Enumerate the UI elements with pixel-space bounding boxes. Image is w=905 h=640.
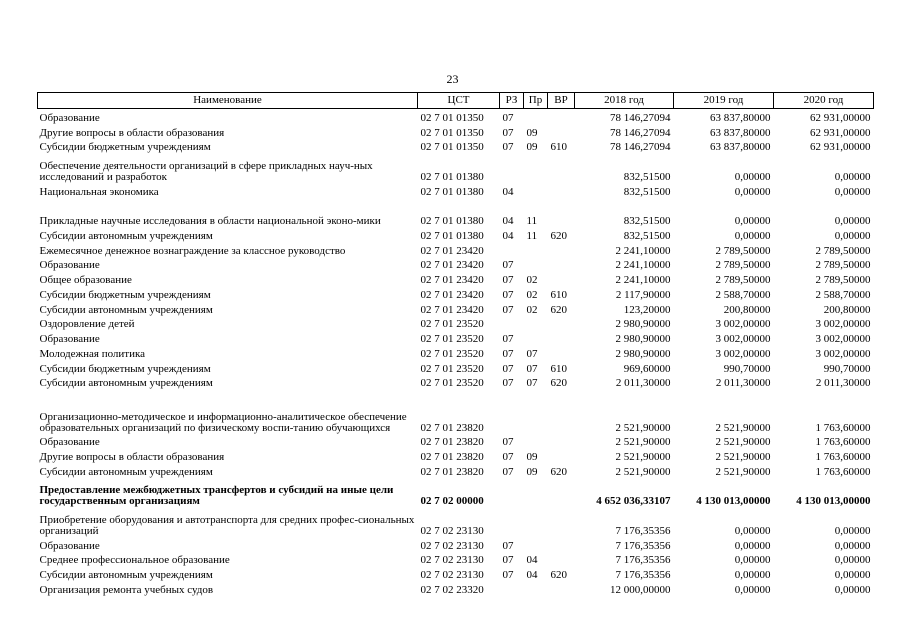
cell-cst: 02 7 02 00000: [420, 495, 484, 508]
cell-2019: 2 789,50000: [715, 259, 771, 272]
cell-rz: 07: [502, 303, 514, 316]
cell-cst: 02 7 01 01350: [420, 111, 484, 124]
cell-pr: [524, 478, 548, 508]
cell-name: Другие вопросы в области образования: [39, 126, 225, 139]
cell-2020: 0,00000: [834, 583, 871, 596]
cell-2018: 7 176,35356: [615, 554, 671, 567]
cell-2018: 832,51500: [623, 215, 671, 227]
cell-cst: 02 7 02 23130: [420, 554, 484, 567]
table-header-row: [38, 93, 874, 109]
table-row: [38, 183, 874, 198]
table-row: [38, 448, 874, 463]
cell-rz: 07: [502, 126, 514, 139]
cell-2018: 2 521,90000: [615, 465, 671, 478]
cell-pr: [524, 183, 548, 198]
cell-pr: [524, 153, 548, 183]
cell-pr: [524, 316, 548, 331]
cell-vr: [548, 109, 575, 124]
cell-pr: [524, 389, 548, 433]
cell-vr: [548, 257, 575, 272]
cell-rz: 04: [502, 215, 514, 227]
table-row: [38, 109, 874, 124]
cell-2018: 2 980,90000: [615, 333, 671, 345]
cell-2018: 4 652 036,33107: [596, 495, 671, 508]
cell-pr: [524, 581, 548, 596]
cell-2020: 1 763,60000: [815, 436, 871, 449]
cell-name: Субсидии бюджетным учреждениям: [39, 362, 211, 375]
cell-vr: 610: [550, 141, 567, 154]
cell-name: Образование: [39, 436, 100, 449]
cell-name: Субсидии бюджетным учреждениям: [39, 141, 211, 154]
cell-rz: [500, 478, 524, 508]
cell-vr: 610: [550, 362, 567, 375]
cell-2019: 0,00000: [734, 539, 771, 552]
cell-rz: [500, 581, 524, 596]
cell-2018: 78 146,27094: [610, 126, 671, 139]
table-row: [38, 389, 874, 433]
cell-2020: 1 763,60000: [815, 465, 871, 478]
cell-2019: 2 011,30000: [715, 377, 771, 390]
cell-2019: 990,70000: [723, 362, 771, 375]
cell-rz: 07: [502, 539, 514, 552]
table-row: [38, 434, 874, 449]
table-row: [38, 257, 874, 272]
cell-pr: [524, 537, 548, 552]
cell-2019: 2 521,90000: [715, 421, 771, 434]
cell-pr: 07: [526, 347, 538, 360]
cell-vr: [548, 478, 575, 508]
cell-rz: 07: [502, 362, 514, 375]
cell-pr: [524, 242, 548, 257]
page-number: 23: [446, 72, 459, 86]
cell-name: Образование: [39, 259, 100, 272]
cell-name: Общее образование: [39, 274, 132, 286]
cell-2019: 0,00000: [734, 569, 771, 581]
cell-vr: [548, 537, 575, 552]
cell-vr: [548, 581, 575, 596]
cell-vr: 610: [550, 288, 567, 301]
cell-2018: 2 980,90000: [615, 347, 671, 360]
cell-pr: 09: [526, 451, 538, 463]
cell-vr: [548, 330, 575, 345]
cell-2019: 0,00000: [734, 229, 771, 242]
cell-rz: [500, 242, 524, 257]
cell-pr: [524, 109, 548, 124]
cell-2020: 2 011,30000: [815, 377, 871, 390]
table-row: [38, 360, 874, 375]
cell-2019: 3 002,00000: [715, 333, 771, 345]
cell-pr: 11: [526, 215, 538, 227]
cell-name: Субсидии автономным учреждениям: [39, 465, 213, 478]
header-pr: Пр: [524, 93, 548, 109]
cell-rz: 04: [502, 185, 514, 198]
cell-name: Субсидии бюджетным учреждениям: [39, 288, 211, 301]
cell-2020: 0,00000: [834, 569, 871, 581]
header-name: Наименование: [38, 93, 418, 109]
cell-rz: 07: [502, 288, 514, 301]
cell-2020: 2 789,50000: [815, 244, 871, 257]
cell-2020: 2 588,70000: [815, 288, 871, 301]
cell-2018: 2 521,90000: [615, 451, 671, 463]
cell-cst: 02 7 01 01380: [420, 215, 484, 227]
cell-2020: 200,80000: [823, 303, 871, 316]
cell-2018: 2 521,90000: [615, 436, 671, 449]
cell-pr: 09: [526, 141, 538, 154]
table-row: [38, 566, 874, 581]
cell-rz: 07: [502, 111, 514, 124]
cell-name: Субсидии автономным учреждениям: [39, 377, 213, 390]
cell-vr: [548, 198, 575, 228]
cell-vr: [548, 242, 575, 257]
cell-2018: 2 117,90000: [615, 288, 671, 301]
cell-cst: 02 7 01 23420: [420, 303, 484, 316]
cell-2018: 78 146,27094: [610, 141, 671, 154]
cell-2020: 3 002,00000: [815, 318, 871, 331]
cell-cst: 02 7 01 23420: [420, 244, 484, 257]
cell-cst: 02 7 01 01350: [420, 141, 484, 154]
cell-2019: 2 789,50000: [715, 244, 771, 257]
cell-2018: 2 241,10000: [615, 259, 671, 272]
cell-name: Субсидии автономным учреждениям: [39, 569, 213, 581]
table-row: [38, 478, 874, 508]
table-body: [38, 109, 874, 596]
cell-2020: 3 002,00000: [815, 347, 871, 360]
cell-cst: 02 7 01 01380: [420, 229, 484, 242]
cell-pr: [524, 330, 548, 345]
table-row: [38, 301, 874, 316]
cell-2019: 2 789,50000: [715, 274, 771, 286]
cell-2019: 3 002,00000: [715, 347, 771, 360]
cell-pr: 09: [526, 126, 538, 139]
cell-vr: [548, 389, 575, 433]
cell-2019: 3 002,00000: [715, 318, 771, 331]
cell-pr: 04: [526, 554, 538, 567]
cell-rz: 07: [502, 333, 514, 345]
table-row: [38, 375, 874, 390]
cell-vr: [548, 552, 575, 567]
cell-rz: 07: [502, 347, 514, 360]
cell-2018: 78 146,27094: [610, 111, 671, 124]
cell-pr: 02: [526, 303, 538, 316]
cell-2018: 969,60000: [623, 362, 671, 375]
table-row: [38, 271, 874, 286]
header-2020: 2020 год: [774, 93, 874, 109]
cell-name: Молодежная политика: [39, 347, 146, 360]
table-row: [38, 139, 874, 154]
table-row: [38, 507, 874, 537]
cell-pr: 02: [526, 274, 538, 286]
cell-cst: 02 7 01 23420: [420, 259, 484, 272]
table-row: [38, 316, 874, 331]
budget-table: [37, 92, 874, 596]
cell-rz: 07: [502, 377, 514, 390]
cell-2019: 0,00000: [734, 185, 771, 198]
cell-cst: 02 7 01 23520: [420, 333, 484, 345]
cell-vr: [548, 448, 575, 463]
cell-name: Предоставление межбюджетных трансфертов и субсидий на иные цели государственным организациям: [39, 484, 394, 508]
table-row: [38, 463, 874, 478]
cell-vr: [548, 271, 575, 286]
cell-2020: 0,00000: [834, 524, 871, 537]
cell-name: Обеспечение деятельности организаций в сфере прикладных науч-ных исследований и разработок: [39, 159, 373, 183]
cell-name: Образование: [39, 539, 100, 552]
cell-pr: 07: [526, 362, 538, 375]
cell-2020: 62 931,00000: [810, 111, 871, 124]
cell-2019: 0,00000: [734, 524, 771, 537]
header-rz: РЗ: [500, 93, 524, 109]
cell-2020: 3 002,00000: [815, 333, 871, 345]
cell-cst: 02 7 01 23520: [420, 377, 484, 390]
cell-2020: 990,70000: [823, 362, 871, 375]
cell-rz: 07: [502, 465, 514, 478]
cell-name: Приобретение оборудования и автотранспорта для средних профес-сиональных организаций: [39, 513, 415, 537]
table-row: [38, 242, 874, 257]
cell-name: Организация ремонта учебных судов: [39, 583, 214, 596]
cell-2018: 832,51500: [623, 185, 671, 198]
cell-name: Организационно-методическое и информационно-аналитическое обеспечение образовательных организаций по физическому воспи-танию обучающихся: [39, 410, 407, 434]
cell-cst: 02 7 01 23420: [420, 274, 484, 286]
cell-rz: 07: [502, 451, 514, 463]
cell-rz: 07: [502, 436, 514, 449]
cell-name: Субсидии автономным учреждениям: [39, 229, 213, 242]
cell-vr: 620: [550, 377, 567, 390]
cell-2018: 7 176,35356: [615, 539, 671, 552]
cell-2018: 2 241,10000: [615, 274, 671, 286]
cell-2019: 0,00000: [734, 554, 771, 567]
cell-2020: 0,00000: [834, 185, 871, 198]
table-row: [38, 286, 874, 301]
cell-cst: 02 7 02 23130: [420, 539, 484, 552]
cell-2018: 2 980,90000: [615, 318, 671, 331]
cell-2020: 0,00000: [834, 215, 871, 227]
cell-pr: 04: [526, 569, 538, 581]
cell-name: Субсидии автономным учреждениям: [39, 303, 213, 316]
cell-2018: 7 176,35356: [615, 569, 671, 581]
cell-2019: 0,00000: [734, 215, 771, 227]
table-row: [38, 330, 874, 345]
cell-vr: [548, 124, 575, 139]
cell-2018: 7 176,35356: [615, 524, 671, 537]
cell-2020: 1 763,60000: [815, 421, 871, 434]
cell-2018: 12 000,00000: [610, 583, 671, 596]
cell-rz: 07: [502, 569, 514, 581]
cell-2019: 0,00000: [734, 583, 771, 596]
cell-cst: 02 7 01 23520: [420, 362, 484, 375]
cell-vr: 620: [550, 303, 567, 316]
cell-2020: 0,00000: [834, 170, 871, 183]
cell-vr: [548, 434, 575, 449]
header-2019: 2019 год: [674, 93, 774, 109]
cell-vr: [548, 316, 575, 331]
cell-name: Оздоровление детей: [39, 318, 135, 331]
table-row: [38, 537, 874, 552]
cell-2020: 2 789,50000: [815, 259, 871, 272]
cell-cst: 02 7 01 01380: [420, 170, 484, 183]
cell-2018: 123,20000: [623, 303, 671, 316]
cell-name: Прикладные научные исследования в области национальной эконо-мики: [39, 215, 381, 227]
cell-cst: 02 7 02 23320: [420, 583, 484, 596]
table-row: [38, 124, 874, 139]
cell-2020: 1 763,60000: [815, 451, 871, 463]
cell-pr: 02: [526, 288, 538, 301]
table-row: [38, 227, 874, 242]
cell-2020: 62 931,00000: [810, 141, 871, 154]
cell-name: Образование: [39, 333, 100, 345]
cell-vr: [548, 183, 575, 198]
cell-name: Ежемесячное денежное вознаграждение за классное руководство: [39, 244, 346, 257]
cell-2019: 2 588,70000: [715, 288, 771, 301]
cell-rz: 07: [502, 141, 514, 154]
cell-2019: 63 837,80000: [710, 111, 771, 124]
cell-name: Национальная экономика: [39, 185, 159, 198]
cell-name: Образование: [39, 111, 100, 124]
cell-vr: [548, 153, 575, 183]
cell-vr: [548, 345, 575, 360]
cell-vr: 620: [550, 465, 567, 478]
cell-2018: 2 521,90000: [615, 421, 671, 434]
cell-pr: [524, 507, 548, 537]
cell-pr: 11: [526, 229, 538, 242]
cell-rz: 07: [502, 259, 514, 272]
cell-cst: 02 7 01 23820: [420, 465, 484, 478]
cell-2019: 2 521,90000: [715, 465, 771, 478]
cell-2020: 0,00000: [834, 554, 871, 567]
table-row: [38, 552, 874, 567]
table-row: [38, 198, 874, 228]
table-row: [38, 581, 874, 596]
cell-cst: 02 7 01 23820: [420, 436, 484, 449]
cell-2020: 0,00000: [834, 539, 871, 552]
cell-pr: [524, 434, 548, 449]
cell-pr: [524, 257, 548, 272]
cell-rz: [500, 389, 524, 433]
cell-2019: 63 837,80000: [710, 141, 771, 154]
cell-cst: 02 7 02 23130: [420, 569, 484, 581]
cell-2019: 0,00000: [734, 170, 771, 183]
cell-cst: 02 7 01 01380: [420, 185, 484, 198]
cell-rz: 07: [502, 554, 514, 567]
cell-vr: [548, 507, 575, 537]
cell-2018: 832,51500: [623, 170, 671, 183]
cell-rz: 07: [502, 274, 514, 286]
cell-2020: 0,00000: [834, 229, 871, 242]
cell-rz: [500, 153, 524, 183]
header-cst: ЦСТ: [418, 93, 500, 109]
cell-name: Среднее профессиональное образование: [39, 554, 230, 567]
cell-rz: [500, 316, 524, 331]
cell-cst: 02 7 01 23820: [420, 451, 484, 463]
cell-2019: 63 837,80000: [710, 126, 771, 139]
cell-2020: 2 789,50000: [815, 274, 871, 286]
cell-2019: 2 521,90000: [715, 436, 771, 449]
cell-2018: 832,51500: [623, 229, 671, 242]
cell-cst: 02 7 01 23520: [420, 347, 484, 360]
cell-vr: 620: [550, 229, 567, 242]
table-row: [38, 345, 874, 360]
cell-pr: 09: [526, 465, 538, 478]
cell-pr: 07: [526, 377, 538, 390]
cell-cst: 02 7 01 23420: [420, 288, 484, 301]
header-vr: ВР: [548, 93, 575, 109]
cell-rz: [500, 507, 524, 537]
cell-2018: 2 241,10000: [615, 244, 671, 257]
cell-vr: 620: [550, 569, 567, 581]
cell-name: Другие вопросы в области образования: [39, 451, 225, 463]
cell-rz: 04: [502, 229, 514, 242]
cell-2020: 4 130 013,00000: [796, 495, 871, 508]
cell-2019: 200,80000: [723, 303, 771, 316]
cell-cst: 02 7 01 23820: [420, 421, 484, 434]
cell-cst: 02 7 01 23520: [420, 318, 484, 331]
cell-2019: 2 521,90000: [715, 451, 771, 463]
cell-cst: 02 7 01 01350: [420, 126, 484, 139]
table-row: [38, 153, 874, 183]
cell-2018: 2 011,30000: [615, 377, 671, 390]
cell-2019: 4 130 013,00000: [696, 495, 771, 508]
header-2018: 2018 год: [575, 93, 674, 109]
cell-2020: 62 931,00000: [810, 126, 871, 139]
cell-cst: 02 7 02 23130: [420, 524, 484, 537]
